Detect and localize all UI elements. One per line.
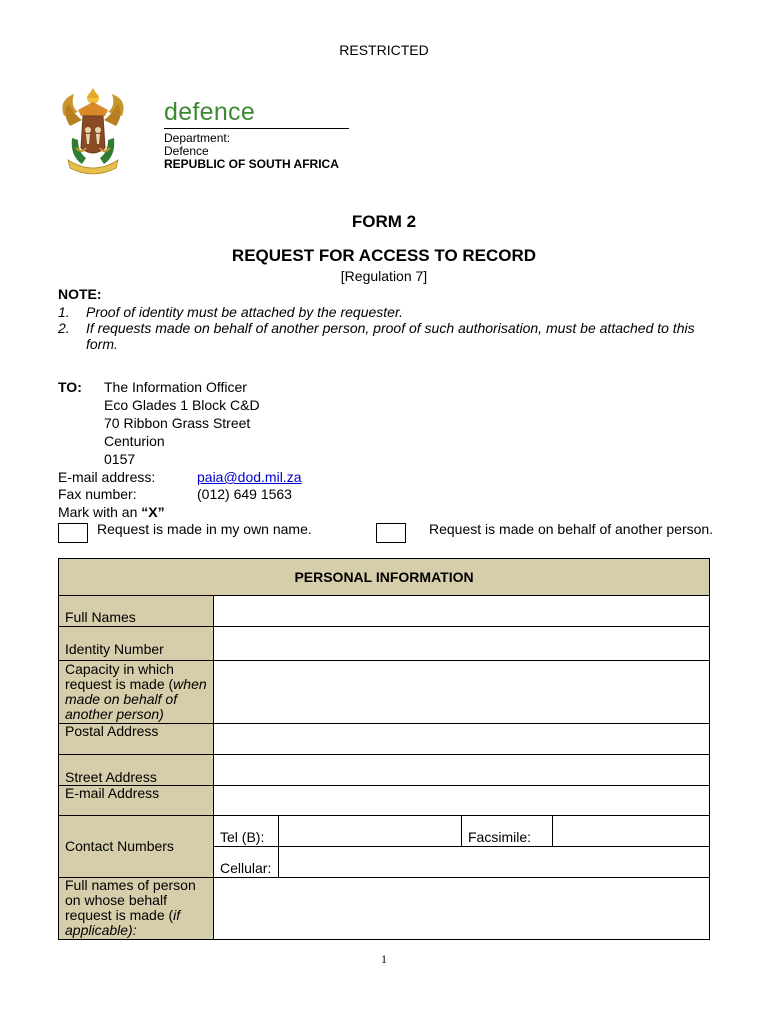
identity-number-label: Identity Number (59, 627, 214, 661)
behalf-person-label-note: if applicable): (65, 907, 181, 938)
email-address-input[interactable] (214, 786, 710, 816)
email-link[interactable]: paia@dod.mil.za (197, 469, 302, 485)
postal-address-label: Postal Address (59, 724, 214, 755)
mark-instruction (58, 504, 165, 520)
coat-of-arms-icon (56, 86, 130, 178)
postal-address-input[interactable] (214, 724, 710, 755)
recipient-postal-code: 0157 (104, 451, 136, 467)
recipient-title: The Information Officer (104, 379, 247, 395)
note-item-number: 2. (58, 320, 70, 336)
note-item (58, 320, 738, 352)
behalf-person-label-text: Full names of person on whose behalf request is made ( (65, 877, 196, 923)
street-address-label: Street Address (59, 755, 214, 786)
own-name-label: Request is made in my own name. (97, 521, 312, 537)
recipient-street: 70 Ribbon Grass Street (104, 415, 251, 431)
facsimile-label: Facsimile: (462, 816, 553, 847)
form-title: REQUEST FOR ACCESS TO RECORD (231, 246, 537, 265)
note-item-text: Proof of identity must be attached by the requester. (86, 304, 403, 320)
note-heading: NOTE: (58, 286, 102, 302)
street-address-input[interactable] (214, 755, 710, 786)
facsimile-input[interactable] (553, 816, 710, 847)
cellular-input[interactable] (279, 847, 710, 878)
behalf-label: Request is made on behalf of another person. (429, 521, 714, 537)
contact-numbers-label: Contact Numbers (59, 816, 214, 878)
email-address-label: E-mail Address (59, 786, 214, 816)
logo-department-label: Department: (164, 131, 231, 145)
note-item (58, 304, 738, 320)
personal-information-heading: PERSONAL INFORMATION (59, 559, 710, 596)
logo-department-name: Defence (164, 144, 209, 158)
fax-number: (012) 649 1563 (197, 486, 292, 502)
classification-header: RESTRICTED (339, 42, 429, 58)
capacity-input[interactable] (214, 661, 710, 724)
fax-label: Fax number: (58, 486, 137, 502)
logo-country-name: REPUBLIC OF SOUTH AFRICA (164, 157, 339, 171)
logo-wordmark: defence (164, 98, 256, 126)
capacity-label (59, 661, 214, 724)
capacity-label-note: when made on behalf of another person) (65, 676, 207, 722)
tel-b-label: Tel (B): (214, 816, 279, 847)
tel-b-input[interactable] (279, 816, 462, 847)
identity-number-input[interactable] (214, 627, 710, 661)
behalf-person-input[interactable] (214, 878, 710, 940)
mark-symbol: “X” (141, 504, 165, 520)
behalf-checkbox[interactable] (376, 523, 406, 543)
full-names-input[interactable] (214, 596, 710, 627)
recipient-label: TO: (58, 379, 82, 395)
own-name-checkbox[interactable] (58, 523, 88, 543)
logo-divider (164, 128, 349, 129)
personal-information-table (58, 558, 710, 940)
mark-instruction-text: Mark with an (58, 504, 142, 520)
capacity-label-text: Capacity in which request is made ( (65, 661, 174, 692)
full-names-label: Full Names (59, 596, 214, 627)
note-item-number: 1. (58, 304, 70, 320)
behalf-person-label (59, 878, 214, 940)
cellular-label: Cellular: (214, 847, 279, 878)
recipient-building: Eco Glades 1 Block C&D (104, 397, 260, 413)
form-number: FORM 2 (351, 212, 417, 231)
email-label: E-mail address: (58, 469, 156, 485)
form-regulation: [Regulation 7] (340, 268, 428, 284)
recipient-city: Centurion (104, 433, 165, 449)
note-item-text: If requests made on behalf of another person, proof of such authorisation, must be attached to this form. (86, 320, 695, 352)
page-number: 1 (381, 952, 387, 966)
